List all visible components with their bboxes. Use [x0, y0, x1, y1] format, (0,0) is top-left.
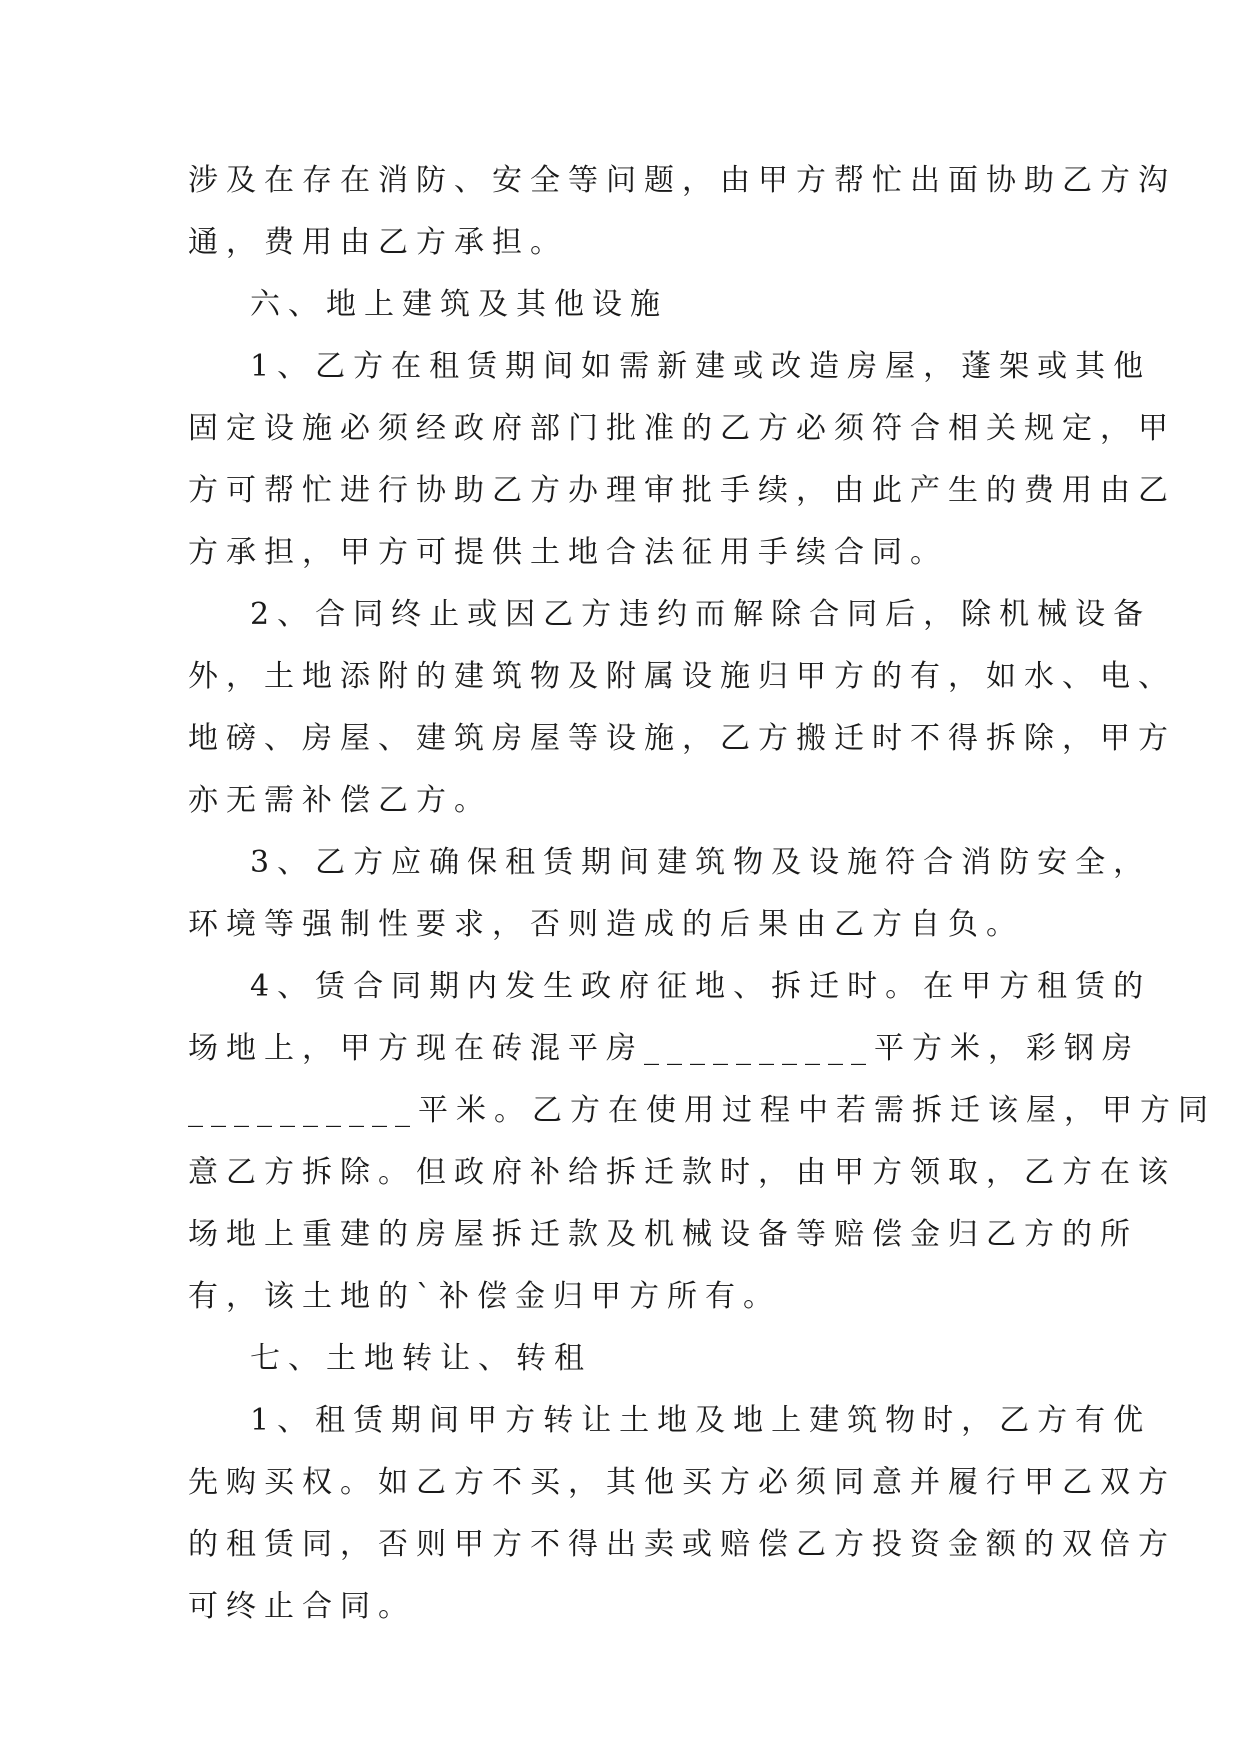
paragraph-line: 亦无需补偿乙方。: [188, 783, 492, 818]
document-body: [188, 150, 1216, 1638]
paragraph-line: 场地上重建的房屋拆迁款及机械设备等赔偿金归乙方的所: [188, 1217, 1138, 1252]
paragraph-line: 涉及在存在消防、安全等问题，由甲方帮忙出面协助乙方沟: [188, 163, 1176, 198]
paragraph-line: 2、合同终止或因乙方违约而解除合同后，除机械设备: [250, 597, 1152, 632]
section-heading: 六、地上建筑及其他设施: [250, 287, 668, 322]
paragraph-line: 先购买权。如乙方不买，其他买方必须同意并履行甲乙双方: [188, 1465, 1176, 1500]
paragraph-line: 方可帮忙进行协助乙方办理审批手续，由此产生的费用由乙: [188, 473, 1176, 508]
paragraph-line: 1、乙方在租赁期间如需新建或改造房屋，蓬架或其他: [250, 349, 1152, 384]
paragraph-line: 可终止合同。: [188, 1589, 416, 1624]
paragraph-line: 固定设施必须经政府部门批准的乙方必须符合相关规定，甲: [188, 411, 1176, 446]
paragraph-line: 场地上，甲方现在砖混平房__________平方米，彩钢房: [188, 1031, 1140, 1066]
paragraph-line: 方承担，甲方可提供土地合法征用手续合同。: [188, 535, 948, 570]
paragraph-line: __________平米。乙方在使用过程中若需拆迁该屋，甲方同: [188, 1093, 1216, 1128]
paragraph-line: 的租赁同，否则甲方不得出卖或赔偿乙方投资金额的双倍方: [188, 1527, 1176, 1562]
paragraph-line: 1、租赁期间甲方转让土地及地上建筑物时，乙方有优: [250, 1403, 1152, 1438]
paragraph-line: 环境等强制性要求，否则造成的后果由乙方自负。: [188, 907, 1024, 942]
paragraph-line: 有，该土地的`补偿金归甲方所有。: [188, 1279, 781, 1314]
paragraph-line: 外，土地添附的建筑物及附属设施归甲方的有，如水、电、: [188, 659, 1176, 694]
paragraph-line: 3、乙方应确保租赁期间建筑物及设施符合消防安全，: [250, 845, 1152, 880]
paragraph-line: 通，费用由乙方承担。: [188, 225, 568, 260]
paragraph-line: 4、赁合同期内发生政府征地、拆迁时。在甲方租赁的: [250, 969, 1152, 1004]
paragraph-line: 地磅、房屋、建筑房屋等设施，乙方搬迁时不得拆除，甲方: [188, 721, 1176, 756]
section-heading: 七、土地转让、转租: [250, 1341, 592, 1376]
paragraph-line: 意乙方拆除。但政府补给拆迁款时，由甲方领取，乙方在该: [188, 1155, 1176, 1190]
